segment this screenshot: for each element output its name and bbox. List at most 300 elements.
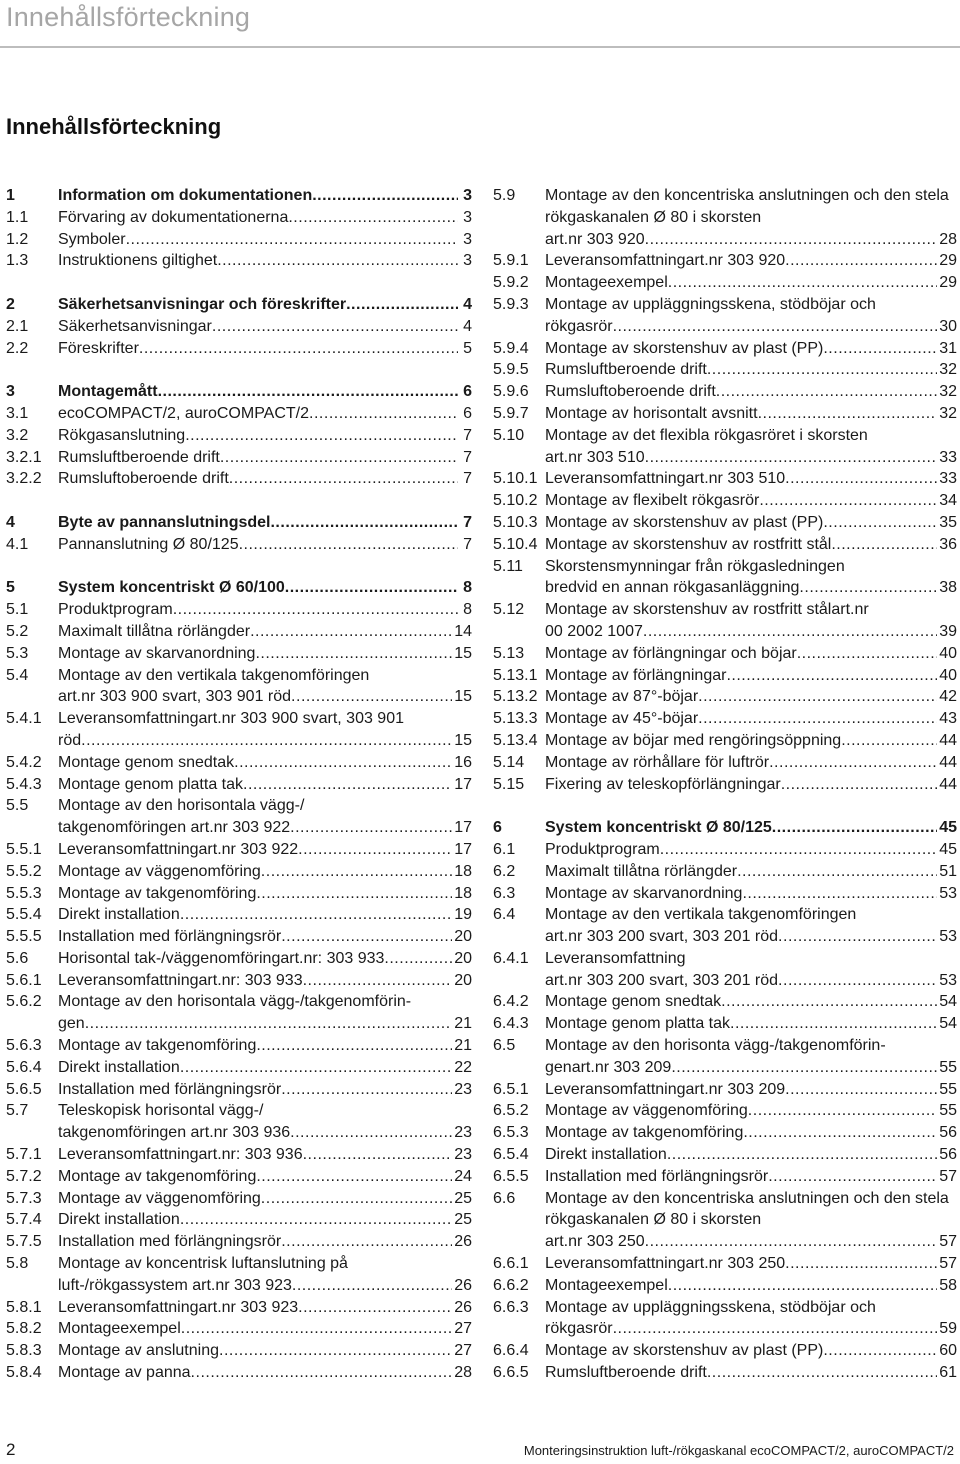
toc-leader-dots <box>643 621 937 643</box>
toc-entry-body <box>58 534 472 556</box>
toc-entry-body <box>58 1166 472 1188</box>
toc-entry-title: Horisontal tak-/väggenomföringart.nr: 303 933 <box>58 949 385 967</box>
toc-entry[interactable] <box>493 468 957 490</box>
toc-entry-body <box>545 1253 957 1275</box>
toc-entry[interactable] <box>6 970 472 992</box>
toc-entry-number: 3.1 <box>6 404 29 422</box>
toc-entry-page: 5 <box>463 339 472 357</box>
toc-entry-title: Leveransomfattningart.nr 303 250 <box>545 1255 786 1273</box>
toc-entry-title-lead: Montage av den vertikala takgenomföringen <box>58 666 370 684</box>
toc-entry[interactable] <box>493 1253 957 1275</box>
toc-entry-body <box>58 948 472 970</box>
toc-leader-dots <box>290 817 452 839</box>
toc-entry[interactable] <box>493 425 957 469</box>
toc-entry-body <box>58 425 472 447</box>
toc-entry-title: gen <box>58 1015 85 1033</box>
toc-leader-dots <box>180 1209 452 1231</box>
toc-entry-number: 6.4.3 <box>493 1015 529 1033</box>
toc-entry-number: 3.2.2 <box>6 470 42 488</box>
toc-leader-dots <box>743 1122 937 1144</box>
toc-entry[interactable] <box>6 599 472 621</box>
toc-entry-page: 56 <box>939 1124 957 1142</box>
toc-entry-body <box>545 381 957 403</box>
toc-entry-number: 5.14 <box>493 753 525 771</box>
toc-entry-title: Montage av 45°-böjar <box>545 710 699 728</box>
toc-leader-dots <box>291 686 452 708</box>
toc-entry[interactable] <box>493 665 957 687</box>
toc-entry[interactable] <box>6 1231 472 1253</box>
toc-entry-body <box>58 926 472 948</box>
toc-entry-number: 5.5 <box>6 797 29 815</box>
toc-entry-page: 7 <box>463 513 472 531</box>
toc-entry[interactable] <box>6 991 472 1035</box>
toc-entry[interactable] <box>493 338 957 360</box>
toc-entry-page: 28 <box>454 1364 472 1382</box>
toc-entry[interactable] <box>6 1144 472 1166</box>
toc-entry-number: 3.2 <box>6 426 29 444</box>
toc-leader-dots <box>256 883 452 905</box>
toc-entry[interactable] <box>6 1166 472 1188</box>
toc-entry-title: Produktprogram <box>545 840 660 858</box>
toc-entry-number: 5.4.3 <box>6 775 42 793</box>
toc-leader-dots <box>778 926 937 948</box>
toc-entry[interactable] <box>6 904 472 926</box>
toc-entry-title: genart.nr 303 209 <box>545 1058 672 1076</box>
toc-entry-body <box>58 1231 472 1253</box>
toc-entry[interactable] <box>493 1035 957 1079</box>
toc-entry-page: 55 <box>939 1080 957 1098</box>
toc-entry-body <box>58 883 472 905</box>
toc-entry-number: 6.6.5 <box>493 1364 529 1382</box>
toc-entry[interactable] <box>6 577 472 599</box>
toc-entry[interactable] <box>6 468 472 490</box>
toc-entry[interactable] <box>6 185 472 207</box>
toc-entry-page: 8 <box>463 579 472 597</box>
toc-entry[interactable] <box>493 839 957 861</box>
toc-entry-page: 3 <box>463 187 472 204</box>
toc-entry-page: 54 <box>939 1015 957 1033</box>
toc-entry[interactable] <box>493 185 957 250</box>
toc-entry[interactable] <box>493 359 957 381</box>
toc-entry[interactable] <box>493 817 957 839</box>
toc-entry-title: Montage av skorstenshuv av plast (PP) <box>545 339 824 357</box>
toc-entry-number: 6.3 <box>493 884 516 902</box>
toc-entry-number: 6.4 <box>493 906 516 924</box>
toc-entry-title: art.nr 303 200 svart, 303 201 röd <box>545 928 779 946</box>
toc-entry[interactable] <box>6 774 472 796</box>
toc-entry-page: 57 <box>939 1255 957 1273</box>
toc-entry-title: Leveransomfattningart.nr 303 923 <box>58 1298 299 1316</box>
toc-entry[interactable] <box>6 207 472 229</box>
toc-entry[interactable] <box>493 1122 957 1144</box>
toc-entry[interactable] <box>6 621 472 643</box>
toc-entry[interactable] <box>6 926 472 948</box>
toc-entry[interactable] <box>493 1079 957 1101</box>
toc-entry-title: Installation med förlängningsrör <box>58 1233 282 1251</box>
toc-entry[interactable] <box>6 229 472 251</box>
toc-leader-dots <box>256 1166 452 1188</box>
toc-leader-dots <box>217 250 458 272</box>
toc-entry-body <box>545 948 957 992</box>
toc-entry[interactable] <box>493 774 957 796</box>
toc-leader-dots <box>645 1231 938 1253</box>
toc-entry-title: Pannanslutning Ø 80/125 <box>58 535 239 553</box>
toc-entry-page: 8 <box>463 601 472 619</box>
toc-entry-body <box>58 1209 472 1231</box>
toc-entry[interactable] <box>6 1100 472 1144</box>
toc-entry-number: 5.9.2 <box>493 274 529 292</box>
toc-entry[interactable] <box>493 883 957 905</box>
toc-entry[interactable] <box>493 250 957 272</box>
toc-entry-page: 30 <box>939 317 957 335</box>
toc-entry[interactable] <box>493 708 957 730</box>
toc-entry[interactable] <box>493 861 957 883</box>
toc-entry-body <box>58 1035 472 1057</box>
toc-entry[interactable] <box>6 1318 472 1340</box>
toc-entry-page: 36 <box>939 535 957 553</box>
toc-entry-body <box>545 904 957 948</box>
toc-entry-page: 56 <box>939 1146 957 1164</box>
toc-entry-page: 7 <box>463 535 472 553</box>
toc-entry-number: 2.1 <box>6 317 29 335</box>
toc-entry-number: 5.13.2 <box>493 688 538 706</box>
toc-leader-dots <box>698 708 937 730</box>
toc-entry-number: 5.9.4 <box>493 339 529 357</box>
toc-entry[interactable] <box>493 490 957 512</box>
toc-entry-number: 1.2 <box>6 230 29 248</box>
toc-entry-title-lead: Montage av den vertikala takgenomföringen <box>545 906 857 924</box>
toc-entry-title-lead: Skorstensmynningar från rökgasledningen <box>545 557 845 575</box>
toc-entry-page: 54 <box>939 993 957 1011</box>
toc-entry-body <box>58 468 472 490</box>
toc-entry-body <box>58 708 472 752</box>
toc-entry-number: 6.6 <box>493 1189 516 1207</box>
toc-entry-title: Montage av förlängningar och böjar <box>545 644 797 662</box>
toc-entry-body <box>545 1013 957 1035</box>
toc-entry-page: 16 <box>454 753 472 771</box>
toc-leader-dots <box>281 926 452 948</box>
toc-entry-number: 5.5.5 <box>6 928 42 946</box>
toc-entry[interactable] <box>493 1100 957 1122</box>
toc-leader-dots <box>261 861 452 883</box>
toc-entry[interactable] <box>6 643 472 665</box>
toc-entry-body <box>58 774 472 796</box>
toc-entry-body <box>545 1188 957 1253</box>
toc-entry-page: 15 <box>454 644 472 662</box>
toc-entry-title: Leveransomfattningart.nr 303 920 <box>545 252 786 270</box>
toc-entry-body <box>58 1100 472 1144</box>
toc-entry[interactable] <box>6 534 472 556</box>
toc-entry[interactable] <box>493 1297 957 1341</box>
toc-leader-dots <box>309 403 458 425</box>
toc-leader-dots <box>781 774 938 796</box>
toc-entry-page: 45 <box>939 840 957 858</box>
toc-leader-dots <box>139 338 458 360</box>
toc-entry[interactable] <box>6 447 472 469</box>
footer-page-number: 2 <box>6 1440 16 1459</box>
toc-entry[interactable] <box>6 1362 472 1384</box>
toc-entry[interactable] <box>6 752 472 774</box>
toc-entry-number: 6.5.4 <box>493 1146 529 1164</box>
toc-entry-body <box>58 752 472 774</box>
toc-entry-title: Leveransomfattningart.nr: 303 933 <box>58 971 303 989</box>
toc-entry-page: 20 <box>454 949 472 967</box>
toc-entry-body <box>58 316 472 338</box>
toc-entry-title: art.nr 303 250 <box>545 1233 645 1251</box>
toc-leader-dots <box>785 468 937 490</box>
toc-entry-number: 6 <box>493 819 502 837</box>
toc-entry-title-lead: Leveransomfattning <box>545 949 686 967</box>
toc-entry[interactable] <box>6 381 472 403</box>
toc-entry-title: Montage genom snedtak <box>545 993 722 1011</box>
toc-entry[interactable] <box>493 381 957 403</box>
toc-leader-dots <box>645 229 938 251</box>
toc-entry[interactable] <box>493 1013 957 1035</box>
toc-entry-page: 58 <box>939 1276 957 1294</box>
toc-leader-dots <box>660 839 937 861</box>
toc-entry[interactable] <box>493 599 957 643</box>
toc-entry-title: Leveransomfattningart.nr 303 922 <box>58 840 299 858</box>
toc-entry[interactable] <box>6 883 472 905</box>
toc-entry-body <box>545 403 957 425</box>
toc-entry-title: Montage av takgenomföring <box>58 884 257 902</box>
toc-entry-body <box>58 1253 472 1297</box>
toc-entry-title: Installation med förlängningsrör <box>545 1167 769 1185</box>
toc-entry[interactable] <box>6 338 472 360</box>
toc-entry[interactable] <box>493 272 957 294</box>
toc-entry-number: 5.5.1 <box>6 840 42 858</box>
toc-entry[interactable] <box>493 1166 957 1188</box>
toc-entry-page: 21 <box>454 1037 472 1055</box>
toc-entry[interactable] <box>493 1340 957 1362</box>
toc-entry-body <box>58 207 472 229</box>
toc-entry-number: 5.3 <box>6 644 29 662</box>
toc-entry[interactable] <box>493 1275 957 1297</box>
toc-entry-title: Montage av anslutning <box>58 1342 219 1360</box>
toc-entry-title-lead: Montage av den horisontala vägg-/takgenomförin- <box>58 993 412 1011</box>
toc-entry-number: 5.10.2 <box>493 492 538 510</box>
toc-leader-dots <box>841 730 937 752</box>
toc-leader-dots <box>769 752 937 774</box>
toc-leader-dots <box>671 1057 937 1079</box>
toc-leader-dots <box>645 447 938 469</box>
toc-entry[interactable] <box>6 1297 472 1319</box>
toc-entry-page: 3 <box>463 230 472 248</box>
toc-entry-title: Montage av takgenomföring <box>58 1037 257 1055</box>
toc-entry[interactable] <box>6 861 472 883</box>
toc-entry[interactable] <box>6 294 472 316</box>
toc-entry-body <box>545 1362 957 1384</box>
toc-entry-title: Byte av pannanslutningsdel <box>58 513 271 531</box>
toc-entry[interactable] <box>493 752 957 774</box>
toc-leader-dots <box>256 1035 452 1057</box>
toc-leader-dots <box>81 730 452 752</box>
toc-leader-dots <box>721 991 937 1013</box>
toc-entry[interactable] <box>6 1035 472 1057</box>
toc-entry-page: 53 <box>939 884 957 902</box>
toc-entry-body <box>545 708 957 730</box>
toc-leader-dots <box>737 861 937 883</box>
toc-entry[interactable] <box>493 556 957 600</box>
toc-entry-body <box>58 250 472 272</box>
toc-entry[interactable] <box>6 1340 472 1362</box>
toc-entry-body <box>545 665 957 687</box>
toc-entry-body <box>58 904 472 926</box>
toc-entry-number: 5.4.2 <box>6 753 42 771</box>
toc-entry-number: 2.2 <box>6 339 29 357</box>
toc-entry[interactable] <box>493 643 957 665</box>
toc-entry-body <box>545 991 957 1013</box>
toc-entry-number: 6.5.3 <box>493 1124 529 1142</box>
toc-entry[interactable] <box>6 795 472 839</box>
toc-leader-dots <box>281 1231 452 1253</box>
toc-entry-title: Säkerhetsanvisningar och föreskrifter <box>58 295 347 313</box>
toc-entry-title-lead: Montage av den koncentriska anslutningen och den stela rökgaskanalen Ø 80 i skorsten <box>545 1189 949 1229</box>
toc-leader-dots <box>823 512 937 534</box>
toc-entry-body <box>545 752 957 774</box>
toc-leader-dots <box>698 686 937 708</box>
toc-entry-body <box>58 795 472 839</box>
toc-entry-number: 5.9 <box>493 187 516 204</box>
toc-entry[interactable] <box>493 294 957 338</box>
toc-entry-body <box>545 359 957 381</box>
toc-entry-number: 6.5 <box>493 1037 516 1055</box>
toc-entry-number: 1.1 <box>6 208 29 226</box>
toc-entry[interactable] <box>6 425 472 447</box>
toc-entry[interactable] <box>6 948 472 970</box>
toc-entry[interactable] <box>493 730 957 752</box>
toc-entry-body <box>58 621 472 643</box>
page-title: Innehållsförteckning <box>6 114 222 139</box>
toc-entry-number: 5.5.4 <box>6 906 42 924</box>
toc-leader-dots <box>758 403 938 425</box>
toc-leader-dots <box>298 839 452 861</box>
toc-entry-body <box>545 861 957 883</box>
toc-entry-number: 5.13.3 <box>493 710 538 728</box>
toc-entry-page: 27 <box>454 1320 472 1338</box>
toc-entry[interactable] <box>6 1079 472 1101</box>
toc-entry-page: 42 <box>939 688 957 706</box>
toc-entry-title: Montage av skorstenshuv av rostfritt stål <box>545 535 832 553</box>
toc-entry[interactable] <box>493 1362 957 1384</box>
toc-entry-title: Instruktionens giltighet <box>58 252 218 270</box>
toc-entry-number: 5.2 <box>6 622 29 640</box>
toc-entry[interactable] <box>6 250 472 272</box>
toc-entry-title: ecoCOMPACT/2, auroCOMPACT/2 <box>58 404 310 422</box>
toc-entry[interactable] <box>6 839 472 861</box>
toc-entry-body <box>545 1100 957 1122</box>
toc-entry[interactable] <box>6 316 472 338</box>
toc-entry[interactable] <box>493 904 957 948</box>
toc-leader-dots <box>288 207 458 229</box>
toc-entry-number: 5.7.2 <box>6 1167 42 1185</box>
toc-entry[interactable] <box>493 1144 957 1166</box>
toc-entry-number: 6.2 <box>493 862 516 880</box>
toc-entry-page: 31 <box>939 339 957 357</box>
toc-entry-body <box>545 730 957 752</box>
toc-entry-page: 18 <box>454 884 472 902</box>
header-rule <box>0 46 960 48</box>
toc-column-right <box>493 185 957 1384</box>
toc-entry-body <box>545 1340 957 1362</box>
toc-entry-body <box>545 512 957 534</box>
toc-entry[interactable] <box>6 708 472 752</box>
toc-leader-dots <box>281 1079 452 1101</box>
toc-entry-page: 32 <box>939 404 957 422</box>
toc-entry-title: Montage av förlängningar <box>545 666 727 684</box>
toc-entry-page: 53 <box>939 971 957 989</box>
toc-entry-page: 51 <box>939 862 957 880</box>
toc-entry[interactable] <box>6 1188 472 1210</box>
toc-leader-dots <box>303 1144 453 1166</box>
toc-entry-page: 44 <box>939 753 957 771</box>
toc-leader-dots <box>759 490 937 512</box>
toc-entry[interactable] <box>6 512 472 534</box>
toc-entry-page: 20 <box>454 928 472 946</box>
toc-entry-title: Rumsluftberoende drift <box>545 361 707 379</box>
toc-leader-dots <box>831 534 937 556</box>
toc-entry[interactable] <box>6 1253 472 1297</box>
toc-entry-page: 43 <box>939 710 957 728</box>
toc-entry-page: 15 <box>454 688 472 706</box>
toc-entry[interactable] <box>493 991 957 1013</box>
toc-entry-body <box>58 577 472 599</box>
toc-leader-dots <box>212 316 458 338</box>
toc-entry-page: 28 <box>939 230 957 248</box>
toc-entry-page: 35 <box>939 513 957 531</box>
toc-entry[interactable] <box>6 665 472 709</box>
toc-entry-number: 5.7.5 <box>6 1233 42 1251</box>
toc-entry-body <box>58 1362 472 1384</box>
toc-entry-body <box>545 250 957 272</box>
toc-entry-title: Rökgasanslutning <box>58 426 186 444</box>
toc-entry-page: 24 <box>454 1167 472 1185</box>
toc-entry-title: Direkt installation <box>58 906 180 924</box>
toc-entry-page: 55 <box>939 1058 957 1076</box>
toc-entry[interactable] <box>6 403 472 425</box>
toc-entry-body <box>545 1144 957 1166</box>
toc-entry[interactable] <box>493 534 957 556</box>
toc-entry-number: 5.13.1 <box>493 666 538 684</box>
toc-entry[interactable] <box>493 1188 957 1253</box>
toc-entry-title: Montageexempel <box>58 1320 181 1338</box>
toc-entry[interactable] <box>493 948 957 992</box>
toc-leader-dots <box>239 534 458 556</box>
toc-entry-number: 6.4.2 <box>493 993 529 1011</box>
toc-entry[interactable] <box>493 512 957 534</box>
toc-leader-dots <box>270 512 458 534</box>
toc-entry-number: 3 <box>6 383 15 401</box>
toc-entry-body <box>545 468 957 490</box>
toc-entry[interactable] <box>493 686 957 708</box>
toc-entry-body <box>58 665 472 709</box>
toc-entry-page: 59 <box>939 1320 957 1338</box>
toc-leader-dots <box>707 1362 937 1384</box>
toc-leader-dots <box>797 643 937 665</box>
toc-entry-number: 6.5.2 <box>493 1102 529 1120</box>
toc-entry[interactable] <box>6 1209 472 1231</box>
toc-entry-title: Rumsluftberoende drift <box>545 1364 707 1382</box>
toc-entry-number: 5.7.4 <box>6 1211 42 1229</box>
toc-entry[interactable] <box>493 403 957 425</box>
toc-entry-number: 5.13.4 <box>493 731 538 749</box>
toc-entry-page: 29 <box>939 274 957 292</box>
toc-entry-title: art.nr 303 920 <box>545 230 645 248</box>
toc-leader-dots <box>181 1318 452 1340</box>
toc-entry[interactable] <box>6 1057 472 1079</box>
toc-leader-dots <box>191 1362 453 1384</box>
toc-entry-title: Rumsluftoberoende drift <box>545 383 716 401</box>
